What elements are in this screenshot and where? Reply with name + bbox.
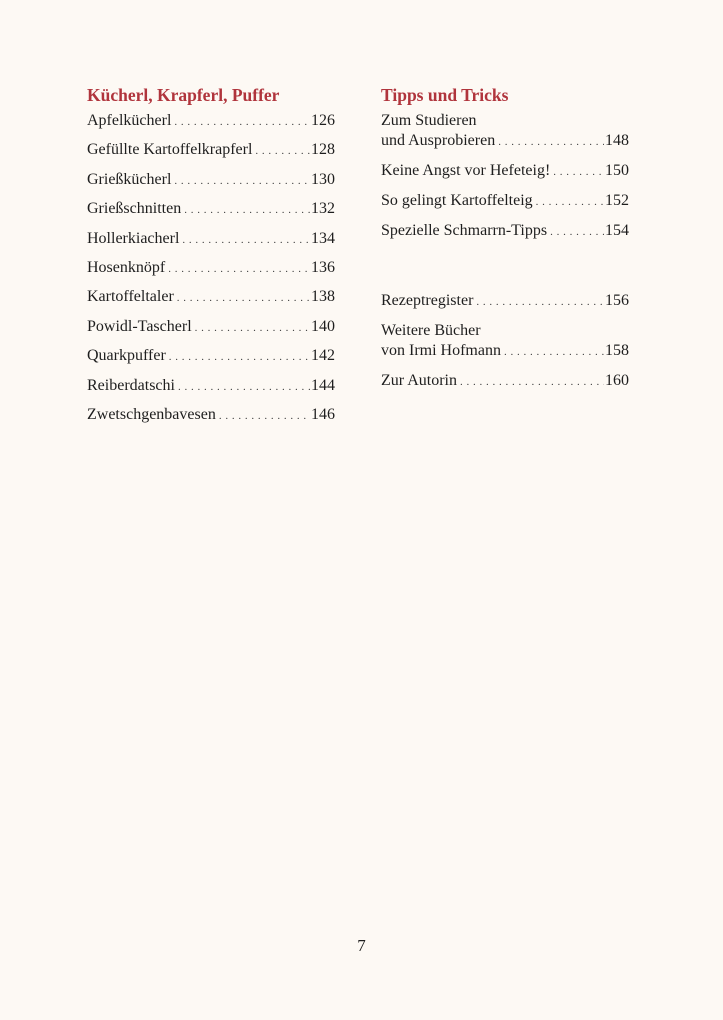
section-heading: Kücherl, Krapferl, Puffer <box>87 85 280 105</box>
toc-entry-title: Reiberdatschi <box>87 376 175 394</box>
dot-leader <box>553 162 604 182</box>
toc-entry[interactable] <box>87 140 335 169</box>
dot-leader <box>174 171 310 191</box>
toc-entry-title: Spezielle Schmarrn-Tipps <box>381 222 548 239</box>
toc-entry[interactable] <box>381 111 629 161</box>
toc-entry-title: Hollerkiacherl <box>87 229 180 247</box>
toc-entry-page: 156 <box>605 292 629 309</box>
toc-entry-title: Kartoffeltaler <box>87 288 174 306</box>
toc-entry[interactable] <box>87 317 335 346</box>
toc-entry-page: 146 <box>311 405 335 423</box>
dot-leader <box>177 288 310 308</box>
toc-entry-page: 160 <box>605 372 629 389</box>
toc-entry-page: 158 <box>605 342 629 359</box>
toc-entry-page: 144 <box>311 376 335 394</box>
dot-leader <box>460 372 604 392</box>
toc-entry-title: von Irmi Hofmann <box>381 342 501 359</box>
toc-entry[interactable] <box>87 405 335 434</box>
dot-leader <box>169 347 310 367</box>
toc-entry-title: Apfelkücherl <box>87 112 172 129</box>
toc-entry[interactable] <box>87 229 335 258</box>
toc-entry-page: 130 <box>311 170 335 188</box>
toc-entry[interactable] <box>381 371 629 401</box>
toc-entry-page: 134 <box>311 229 335 247</box>
toc-entry-page: 128 <box>311 141 335 159</box>
toc-entry-page: 154 <box>605 222 629 239</box>
toc-entry-title: Zur Autorin <box>381 372 457 389</box>
toc-entry[interactable] <box>87 199 335 228</box>
toc-entry-title: Quarkpuffer <box>87 347 166 365</box>
toc-entry-page: 148 <box>605 132 629 149</box>
dot-leader <box>504 342 604 362</box>
toc-entry-title: Hosenknöpf <box>87 258 166 276</box>
toc-entry-title: Powidl-Tascherl <box>87 317 192 335</box>
page-number: 7 <box>357 936 366 955</box>
toc-entry[interactable] <box>87 346 335 375</box>
dot-leader <box>255 141 310 161</box>
toc-entry[interactable] <box>87 170 335 199</box>
toc-entry-page: 142 <box>311 347 335 365</box>
toc-entry[interactable] <box>381 191 629 221</box>
dot-leader <box>476 292 604 312</box>
toc-entry-title: Gefüllte Kartoffelkrapferl <box>87 141 253 159</box>
toc-entry[interactable] <box>381 291 629 321</box>
toc-entry-title: So gelingt Kartoffelteig <box>381 192 533 209</box>
dot-leader <box>168 259 310 279</box>
dot-leader <box>550 222 604 242</box>
toc-entry-title: Grießschnitten <box>87 200 182 218</box>
section-spacer <box>381 251 629 291</box>
dot-leader <box>498 132 604 152</box>
dot-leader <box>195 318 310 338</box>
toc-entry-title-line1: Weitere Bücher <box>381 322 481 339</box>
toc-entry[interactable] <box>381 161 629 191</box>
dot-leader <box>178 377 310 397</box>
toc-entry-title: Rezeptregister <box>381 292 474 309</box>
toc-entry[interactable] <box>87 287 335 316</box>
toc-entry-title: Zwetschgenbavesen <box>87 405 216 423</box>
toc-entry[interactable] <box>87 258 335 287</box>
toc-entry-title-line1: Zum Studieren <box>381 112 477 129</box>
dot-leader <box>536 192 604 212</box>
toc-entry[interactable] <box>87 376 335 405</box>
toc-entry-title: Keine Angst vor Hefeteig! <box>381 162 551 179</box>
toc-entry[interactable] <box>381 321 629 371</box>
dot-leader <box>184 200 310 220</box>
toc-entry-page: 136 <box>311 258 335 276</box>
toc-entry-page: 150 <box>605 162 629 179</box>
toc-column-left <box>87 82 335 434</box>
toc-entry-page: 140 <box>311 317 335 335</box>
dot-leader <box>219 406 310 426</box>
dot-leader <box>174 112 310 132</box>
toc-column-right <box>381 82 629 401</box>
toc-entry-title: und Ausprobieren <box>381 132 496 149</box>
toc-entry-page: 152 <box>605 192 629 209</box>
toc-entry-page: 132 <box>311 200 335 218</box>
toc-entry[interactable] <box>381 221 629 251</box>
dot-leader <box>182 230 310 250</box>
section-heading: Tipps und Tricks <box>381 85 509 105</box>
toc-entry[interactable] <box>87 111 335 140</box>
toc-entry-title: Grießkücherl <box>87 170 172 188</box>
toc-entry-page: 138 <box>311 288 335 306</box>
toc-entry-page: 126 <box>311 112 335 129</box>
